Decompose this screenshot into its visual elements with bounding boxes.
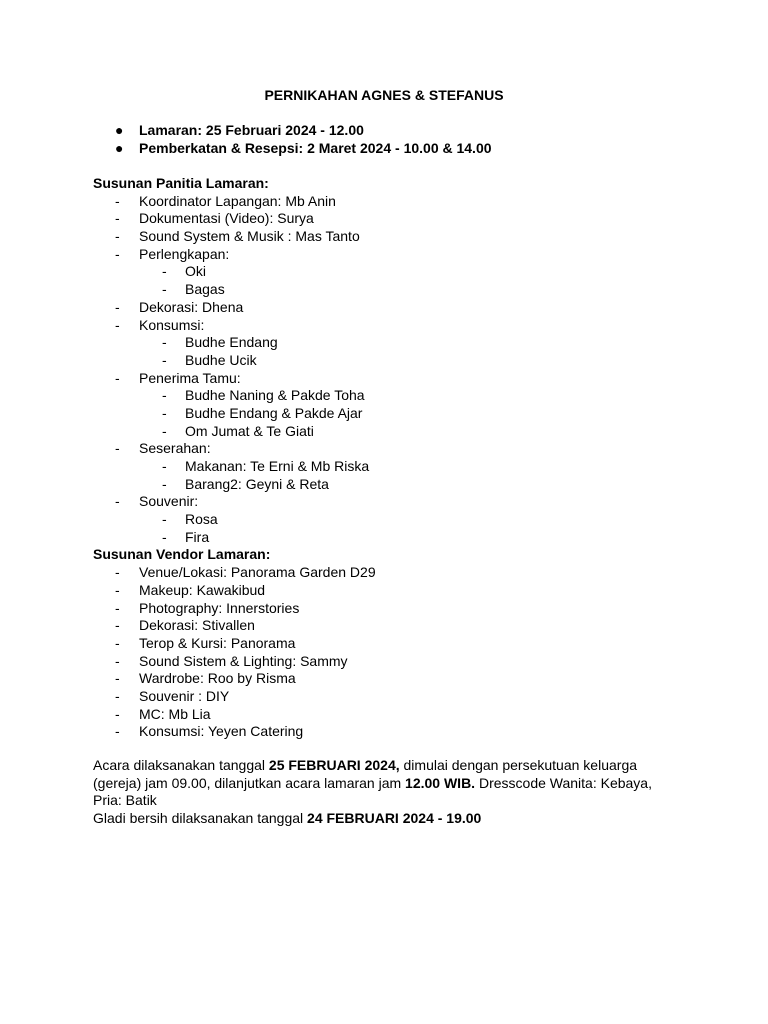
list-item-label: Konsumsi: xyxy=(139,316,205,333)
list-item xyxy=(93,493,693,511)
list-item xyxy=(93,440,693,458)
committee-and-vendor-lists xyxy=(93,175,693,741)
dash-icon: - xyxy=(115,687,120,704)
sub-list-item xyxy=(93,352,693,370)
bold-rehearsal-date: 24 FEBRUARI 2024 - 19.00 xyxy=(307,810,482,827)
dash-icon: - xyxy=(115,670,120,687)
dash-icon: - xyxy=(162,387,167,404)
sub-list-item xyxy=(93,263,693,281)
dash-icon: - xyxy=(115,316,120,333)
document-title: PERNIKAHAN AGNES & STEFANUS xyxy=(264,87,504,103)
dash-icon: - xyxy=(162,458,167,474)
sub-list-item-label: Bagas xyxy=(185,281,225,298)
list-item-label: Sound System & Musik : Mas Tanto xyxy=(139,228,360,245)
list-item xyxy=(93,653,693,671)
dash-icon: - xyxy=(162,263,167,280)
list-item xyxy=(93,723,693,741)
dash-icon: - xyxy=(115,564,120,581)
dash-icon: - xyxy=(115,617,120,634)
list-item-label: Dokumentasi (Video): Surya xyxy=(139,210,314,227)
vendor-item-label: Dekorasi: Stivallen xyxy=(139,617,255,634)
dash-icon: - xyxy=(162,281,167,298)
dash-icon: - xyxy=(115,723,120,740)
sub-list-item-label: Budhe Endang & Pakde Ajar xyxy=(185,404,363,421)
list-item xyxy=(93,670,693,688)
bold-time: 12.00 WIB. xyxy=(405,774,476,791)
dash-icon: - xyxy=(162,404,167,421)
list-item-label: Dekorasi: Dhena xyxy=(139,298,244,315)
vendor-item-label: Sound Sistem & Lighting: Sammy xyxy=(139,652,348,669)
paragraph-line xyxy=(93,775,673,793)
list-item-label: Koordinator Lapangan: Mb Anin xyxy=(139,192,336,209)
text-run: (gereja) jam 09.00, dilanjutkan acara lamaran jam xyxy=(93,774,406,791)
dash-icon: - xyxy=(115,440,120,457)
sub-list-item-label: Om Jumat & Te Giati xyxy=(185,422,314,439)
dash-icon: - xyxy=(115,652,120,669)
paragraph-line xyxy=(93,810,673,828)
list-item xyxy=(93,317,693,335)
list-item xyxy=(93,635,693,653)
list-item xyxy=(93,582,693,600)
list-item-label: Perlengkapan: xyxy=(139,245,230,262)
lamaran-date: Lamaran: 25 Februari 2024 - 12.00 xyxy=(139,122,364,138)
text-run: Gladi bersih dilaksanakan tanggal xyxy=(93,810,308,827)
list-item xyxy=(93,246,693,264)
dash-icon: - xyxy=(115,192,120,209)
dash-icon: - xyxy=(162,528,167,545)
vendor-item-label: Photography: Innerstories xyxy=(139,599,300,616)
list-item xyxy=(93,121,693,139)
dash-icon: - xyxy=(115,298,120,315)
sub-list-item-label: Oki xyxy=(185,263,206,280)
list-item xyxy=(93,139,693,157)
sub-list-item xyxy=(93,423,693,441)
dash-icon: - xyxy=(162,475,167,492)
vendor-item-label: Wardrobe: Roo by Risma xyxy=(139,670,296,687)
dash-icon: - xyxy=(115,210,120,227)
sub-list-item-label: Budhe Ucik xyxy=(185,351,257,368)
sub-list-item xyxy=(93,529,693,547)
vendor-item-label: MC: Mb Lia xyxy=(139,705,211,722)
list-item xyxy=(93,210,693,228)
bold-date: 25 FEBRUARI 2024, xyxy=(268,757,400,773)
vendor-item-label: Terop & Kursi: Panorama xyxy=(139,634,296,651)
dash-icon: - xyxy=(162,511,167,528)
sub-list-item xyxy=(93,458,693,476)
paragraph-line xyxy=(93,757,673,775)
list-item xyxy=(93,617,693,635)
text-run: dimulai dengan persekutuan keluarga xyxy=(399,757,638,773)
dash-icon: - xyxy=(115,369,120,386)
text-run: Acara dilaksanakan tanggal xyxy=(93,757,269,773)
dash-icon: - xyxy=(115,705,120,722)
paragraph-line: Pria: Batik xyxy=(93,792,157,809)
vendor-item-label: Konsumsi: Yeyen Catering xyxy=(139,723,304,740)
sub-list-item-label: Barang2: Geyni & Reta xyxy=(185,475,329,492)
list-item xyxy=(93,370,693,388)
vendor-heading: Susunan Vendor Lamaran: xyxy=(93,546,271,563)
dash-icon: - xyxy=(162,422,167,439)
dash-icon: - xyxy=(115,228,120,245)
sub-list-item-label: Makanan: Te Erni & Mb Riska xyxy=(185,458,370,474)
list-item xyxy=(93,299,693,317)
bullet-icon: ● xyxy=(115,122,124,138)
dash-icon: - xyxy=(162,334,167,351)
list-item xyxy=(93,706,693,724)
event-date-list xyxy=(93,121,693,157)
list-item xyxy=(93,600,693,618)
dash-icon: - xyxy=(115,634,120,651)
list-item-label: Penerima Tamu: xyxy=(139,369,241,386)
sub-list-item-label: Fira xyxy=(185,528,210,545)
event-description xyxy=(93,757,673,828)
list-item-label: Seserahan: xyxy=(139,440,211,457)
dash-icon: - xyxy=(162,351,167,368)
dash-icon: - xyxy=(115,493,120,510)
vendor-item-label: Venue/Lokasi: Panorama Garden D29 xyxy=(139,564,376,581)
dash-icon: - xyxy=(115,245,120,262)
list-item xyxy=(93,193,693,211)
vendor-item-label: Souvenir : DIY xyxy=(139,687,230,704)
sub-list-item-label: Rosa xyxy=(185,511,218,528)
sub-list-item-label: Budhe Naning & Pakde Toha xyxy=(185,387,365,404)
sub-list-item xyxy=(93,476,693,494)
sub-list-item xyxy=(93,281,693,299)
dash-icon: - xyxy=(115,581,120,598)
vendor-item-label: Makeup: Kawakibud xyxy=(139,581,266,598)
sub-list-item xyxy=(93,511,693,529)
list-item xyxy=(93,228,693,246)
dash-icon: - xyxy=(115,599,120,616)
bullet-icon: ● xyxy=(115,140,124,156)
list-item xyxy=(93,564,693,582)
list-item xyxy=(93,688,693,706)
pemberkatan-date: Pemberkatan & Resepsi: 2 Maret 2024 - 10.00 & 14.00 xyxy=(139,140,492,156)
sub-list-item xyxy=(93,334,693,352)
sub-list-item xyxy=(93,387,693,405)
sub-list-item-label: Budhe Endang xyxy=(185,334,278,351)
panitia-heading: Susunan Panitia Lamaran: xyxy=(93,175,269,191)
list-item-label: Souvenir: xyxy=(139,493,199,510)
sub-list-item xyxy=(93,405,693,423)
text-run: Dresscode Wanita: Kebaya, xyxy=(475,774,652,791)
